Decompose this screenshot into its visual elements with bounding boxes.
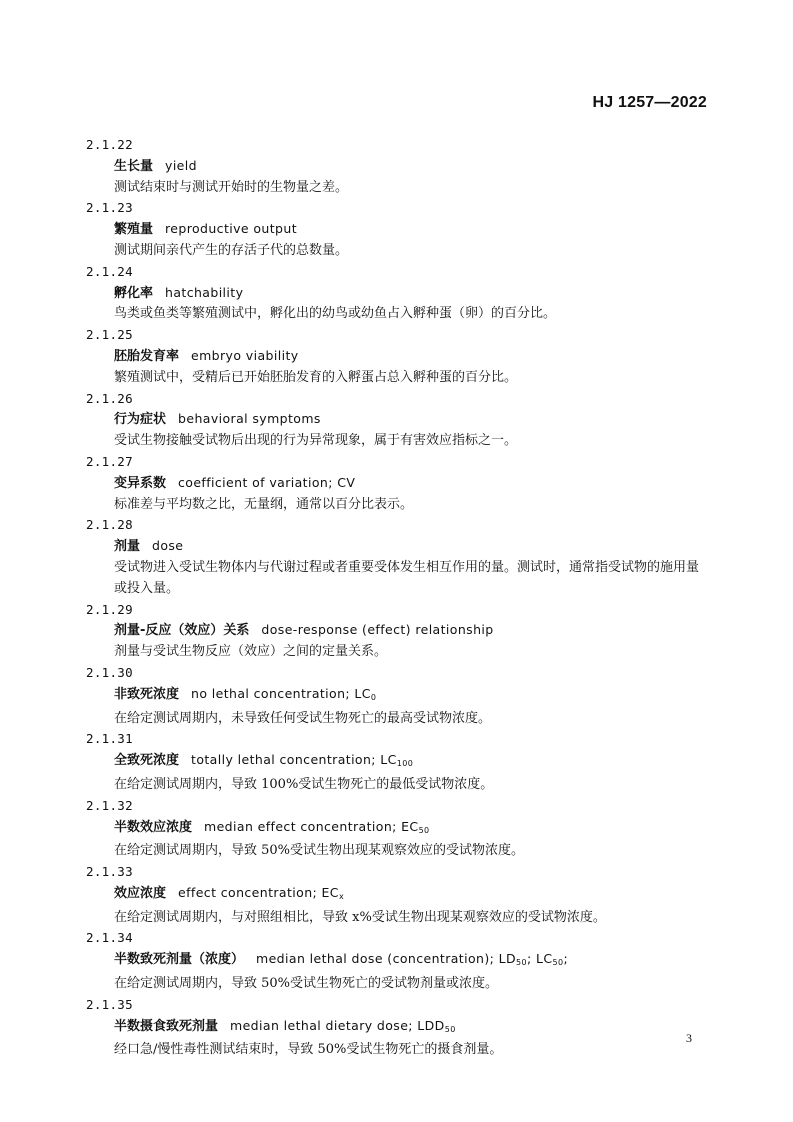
terms-list bbox=[86, 135, 711, 1061]
term-chinese-name: 半数摄食致死剂量 bbox=[114, 1018, 219, 1034]
term-subscript: 100 bbox=[396, 759, 414, 769]
term-english-name bbox=[178, 475, 355, 490]
term-english-text: embryo viability bbox=[191, 347, 299, 363]
term-english-name bbox=[152, 538, 183, 553]
term-english-text: totally lethal concentration; LC bbox=[191, 752, 397, 768]
term-english-name bbox=[256, 951, 568, 966]
term-number: 2.1.31 bbox=[86, 731, 133, 747]
term-english-text: coefficient of variation; CV bbox=[178, 474, 356, 490]
term-chinese-name: 变异系数 bbox=[114, 475, 167, 491]
term-english-name bbox=[191, 686, 376, 701]
term-english-text: hatchability bbox=[165, 284, 244, 300]
term-entry bbox=[86, 663, 711, 729]
term-definition: 在给定测试周期内，导致 50%受试生物出现某观察效应的受试物浓度。 bbox=[114, 843, 525, 859]
term-chinese-name: 效应浓度 bbox=[114, 885, 167, 901]
term-english-text: median effect concentration; EC bbox=[204, 818, 419, 834]
term-title-line bbox=[86, 156, 711, 178]
document-code: HJ 1257—2022 bbox=[592, 94, 707, 111]
term-entry bbox=[86, 796, 711, 862]
term-definition: 在给定测试周期内，导致 100%受试生物死亡的最低受试物浓度。 bbox=[114, 776, 494, 792]
term-definition: 在给定测试周期内，未导致任何受试生物死亡的最高受试物浓度。 bbox=[114, 710, 492, 726]
term-number: 2.1.24 bbox=[86, 263, 133, 279]
term-chinese-name: 胚胎发育率 bbox=[114, 348, 180, 364]
term-chinese-name: 半数效应浓度 bbox=[114, 819, 193, 835]
term-chinese-name: 行为症状 bbox=[114, 412, 167, 428]
term-number: 2.1.22 bbox=[86, 137, 133, 152]
term-number: 2.1.23 bbox=[86, 200, 133, 216]
term-subscript: 50 bbox=[444, 1024, 456, 1034]
term-title-line bbox=[86, 346, 711, 368]
term-definition: 在给定测试周期内，导致 50%受试生物死亡的受试物剂量或浓度。 bbox=[114, 976, 499, 992]
term-definition: 测试期间亲代产生的存活子代的总数量。 bbox=[114, 242, 349, 258]
term-entry bbox=[86, 995, 711, 1061]
term-chinese-name: 繁殖量 bbox=[114, 222, 154, 238]
term-english-name bbox=[191, 752, 413, 767]
page-number: 3 bbox=[686, 1031, 692, 1045]
term-english-text: ; LC bbox=[526, 951, 553, 967]
term-english-text: dose-response (effect) relationship bbox=[261, 622, 494, 638]
term-english-text: no lethal concentration; LC bbox=[191, 685, 371, 701]
term-definition: 受试生物接触受试物后出现的行为异常现象，属于有害效应指标之一。 bbox=[114, 433, 518, 449]
term-english-name bbox=[204, 819, 430, 834]
term-entry bbox=[86, 325, 711, 388]
term-english-text: ; bbox=[563, 951, 569, 967]
term-entry bbox=[86, 135, 711, 198]
term-number: 2.1.27 bbox=[86, 453, 133, 469]
term-title-line bbox=[86, 1016, 711, 1041]
term-definition: 标准差与平均数之比，无量纲，通常以百分比表示。 bbox=[114, 496, 414, 512]
term-english-text: effect concentration; EC bbox=[178, 884, 339, 900]
term-entry bbox=[86, 729, 711, 795]
term-title-line bbox=[86, 949, 711, 974]
term-subscript: 0 bbox=[370, 692, 377, 702]
term-chinese-name: 剂量 bbox=[114, 539, 141, 555]
term-definition: 经口急/慢性毒性测试结束时，导致 50%受试生物死亡的摄食剂量。 bbox=[114, 1042, 503, 1058]
term-title-line bbox=[86, 536, 711, 558]
term-definition: 剂量与受试生物反应（效应）之间的定量关系。 bbox=[114, 644, 388, 660]
term-title-line bbox=[86, 283, 711, 305]
term-entry bbox=[86, 515, 711, 599]
term-chinese-name: 孵化率 bbox=[114, 285, 154, 301]
term-english-name bbox=[191, 348, 299, 363]
term-number: 2.1.29 bbox=[86, 601, 133, 617]
term-english-name bbox=[178, 885, 344, 900]
term-english-name bbox=[178, 411, 321, 426]
term-entry bbox=[86, 389, 711, 452]
term-definition: 受试物进入受试生物体内与代谢过程或者重要受体发生相互作用的量。测试时，通常指受试物的施用量或投入量。 bbox=[114, 559, 700, 596]
term-english-text: behavioral symptoms bbox=[178, 411, 321, 427]
term-title-line bbox=[86, 620, 711, 642]
term-title-line bbox=[86, 750, 711, 775]
term-title-line bbox=[86, 817, 711, 842]
term-entry bbox=[86, 452, 711, 515]
term-english-name bbox=[165, 285, 243, 300]
term-number: 2.1.25 bbox=[86, 327, 133, 343]
term-english-text: median lethal dietary dose; LDD bbox=[230, 1017, 445, 1033]
term-number: 2.1.34 bbox=[86, 930, 133, 946]
term-english-name bbox=[230, 1018, 456, 1033]
term-title-line bbox=[86, 409, 711, 431]
term-english-text: yield bbox=[165, 157, 197, 173]
term-subscript: 50 bbox=[418, 825, 430, 835]
term-number: 2.1.30 bbox=[86, 664, 133, 680]
term-english-name bbox=[165, 158, 197, 173]
term-entry bbox=[86, 862, 711, 928]
term-chinese-name: 剂量-反应（效应）关系 bbox=[114, 623, 250, 639]
term-subscript: x bbox=[338, 891, 345, 901]
term-number: 2.1.32 bbox=[86, 797, 133, 813]
term-english-text: median lethal dose (concentration); LD bbox=[256, 951, 516, 967]
term-definition: 测试结束时与测试开始时的生物量之差。 bbox=[114, 179, 349, 195]
term-title-line bbox=[86, 883, 711, 908]
term-chinese-name: 全致死浓度 bbox=[114, 753, 180, 769]
term-entry bbox=[86, 928, 711, 994]
term-definition: 在给定测试周期内，与对照组相比，导致 x%受试生物出现某观察效应的受试物浓度。 bbox=[114, 909, 606, 925]
term-number: 2.1.33 bbox=[86, 864, 133, 880]
term-definition: 鸟类或鱼类等繁殖测试中，孵化出的幼鸟或幼鱼占入孵种蛋（卵）的百分比。 bbox=[114, 306, 557, 322]
term-english-text: dose bbox=[152, 538, 184, 554]
term-subscript: 50 bbox=[516, 958, 527, 968]
term-title-line bbox=[86, 219, 711, 241]
term-english-name bbox=[165, 221, 297, 236]
term-chinese-name: 非致死浓度 bbox=[114, 686, 180, 702]
term-chinese-name: 生长量 bbox=[114, 158, 154, 174]
term-entry bbox=[86, 198, 711, 261]
term-number: 2.1.26 bbox=[86, 390, 133, 406]
term-subscript: 50 bbox=[552, 958, 564, 968]
term-entry bbox=[86, 262, 711, 325]
term-title-line bbox=[86, 684, 711, 709]
term-definition: 繁殖测试中，受精后已开始胚胎发育的入孵蛋占总入孵种蛋的百分比。 bbox=[114, 369, 518, 385]
term-entry bbox=[86, 600, 711, 663]
term-title-line bbox=[86, 473, 711, 495]
term-english-name bbox=[261, 622, 493, 637]
term-english-text: reproductive output bbox=[165, 221, 298, 237]
term-number: 2.1.28 bbox=[86, 517, 133, 533]
term-number: 2.1.35 bbox=[86, 996, 133, 1012]
term-chinese-name: 半数致死剂量（浓度） bbox=[114, 952, 245, 968]
